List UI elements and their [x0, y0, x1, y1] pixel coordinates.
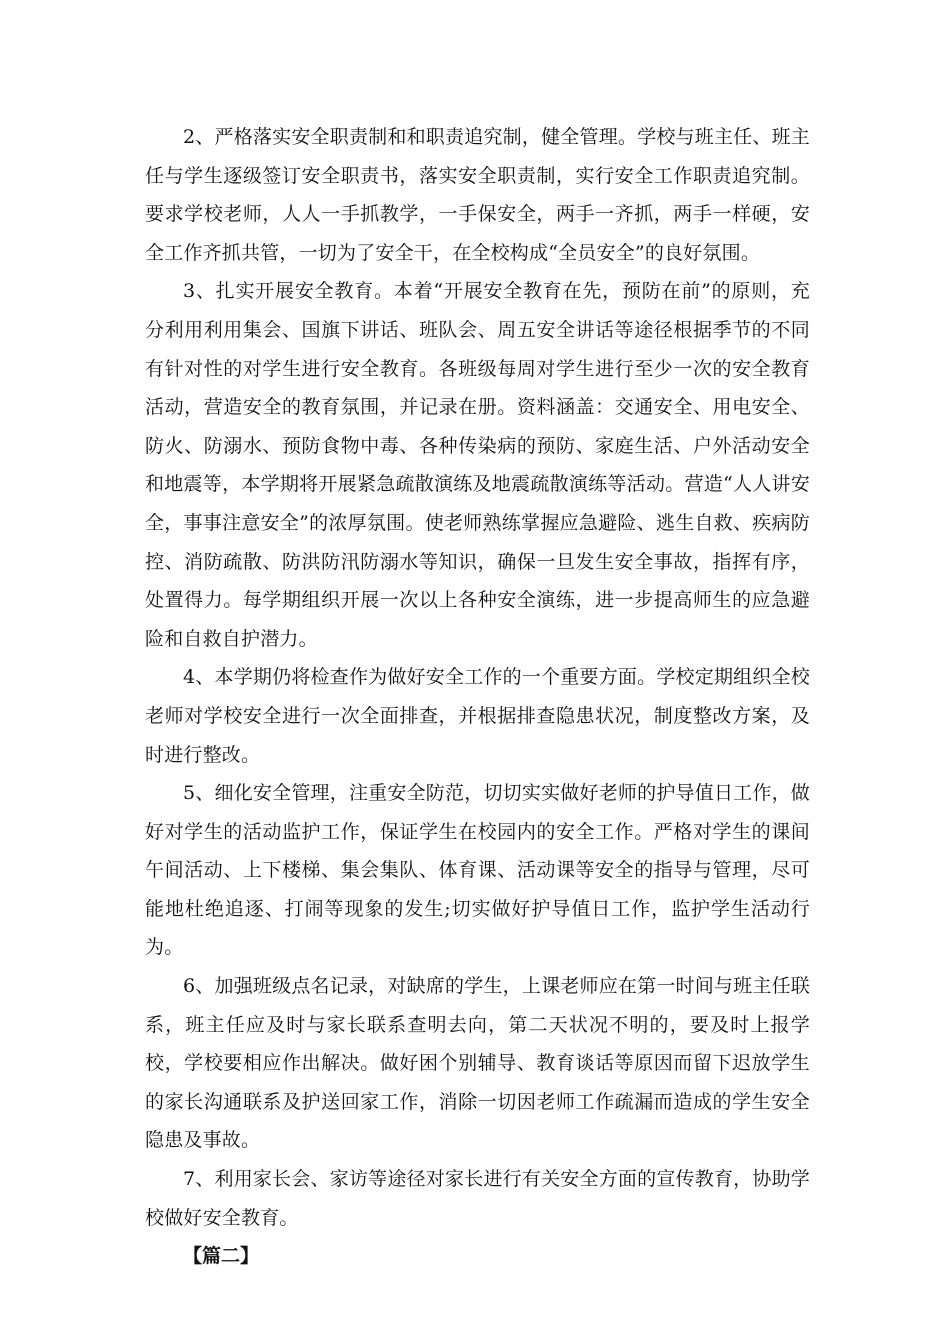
- document-page: [145, 118, 810, 1276]
- paragraph-item-7: 7、利用家长会、家访等途径对家长进行有关安全方面的宣传教育，协助学校做好安全教育。: [145, 1168, 810, 1229]
- paragraph-item-5: 5、细化安全管理，注重安全防范，切切实实做好老师的护导值日工作，做好对学生的活动监护工作，保证学生在校园内的安全工作。严格对学生的课间午间活动、上下楼梯、集会集队、体育课、活动课等安全的指导与管理，尽可能地杜绝追逐、打闹等现象的发生;切实做好护导值日工作，监护学生活动行为。: [145, 782, 810, 959]
- paragraph-item-6: 6、加强班级点名记录，对缺席的学生，上课老师应在第一时间与班主任联系，班主任应及时与家长联系查明去向，第二天状况不明的，要及时上报学校，学校要相应作出解决。做好困个别辅导、教育谈话等原因而留下迟放学生的家长沟通联系及护送回家工作，消除一切因老师工作疏漏而造成的学生安全隐患及事故。: [145, 975, 810, 1152]
- paragraph-item-3: 3、扎实开展安全教育。本着“开展安全教育在先，预防在前”的原则，充分利用利用集会、国旗下讲话、班队会、周五安全讲话等途径根据季节的不同有针对性的对学生进行安全教育。各班级每周对学生进行至少一次的安全教育活动，营造安全的教育氛围，并记录在册。资料涵盖：交通安全、用电安全、防火、防溺水、预防食物中毒、各种传染病的预防、家庭生活、户外活动安全和地震等，本学期将开展紧急疏散演练及地震疏散演练等活动。营造“人人讲安全，事事注意安全”的浓厚氛围。使老师熟练掌握应急避险、逃生自救、疾病防控、消防疏散、防洪防汛防溺水等知识，确保一旦发生安全事故，指挥有序，处置得力。每学期组织开展一次以上各种安全演练，进一步提高师生的应急避险和自救自护潜力。: [145, 280, 810, 650]
- paragraph-item-4: 4、本学期仍将检查作为做好安全工作的一个重要方面。学校定期组织全校老师对学校安全进行一次全面排查，并根据排查隐患状况，制度整改方案，及时进行整改。: [145, 666, 810, 766]
- paragraph-item-2: 2、严格落实安全职责制和和职责追究制，健全管理。学校与班主任、班主任与学生逐级签订安全职责书，落实安全职责制，实行安全工作职责追究制。要求学校老师，人人一手抓教学，一手保安全，两手一齐抓，两手一样硬，安全工作齐抓共管，一切为了安全干，在全校构成“全员安全”的良好氛围。: [145, 126, 810, 264]
- section-heading: 【篇二】: [183, 1245, 260, 1268]
